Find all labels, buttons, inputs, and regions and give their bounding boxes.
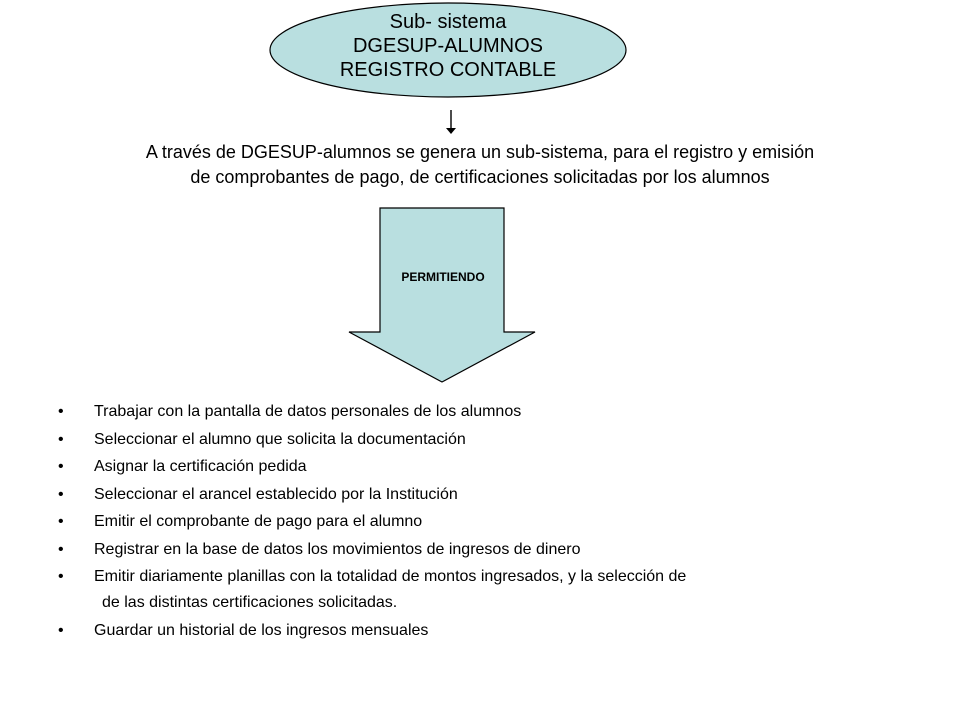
bullet-continuation: de las distintas certificaciones solicitadas. [102, 594, 398, 611]
bullet-text: Trabajar con la pantalla de datos personales de los alumnos [94, 403, 522, 420]
bullet-dot: • [58, 540, 64, 558]
bullet-dot: • [58, 568, 64, 585]
bullet-dot: • [58, 513, 64, 530]
bullet-text: Registrar en la base de datos los movimientos de ingresos de dinero [94, 540, 581, 558]
bullet-list [58, 402, 918, 648]
description-line-1: A través de DGESUP-alumnos se genera un sub-sistema, para el registro y emisión [145, 142, 815, 162]
bullet-text: Seleccionar el arancel establecido por la Institución [94, 485, 458, 503]
oval-title-line-2: DGESUP-ALUMNOS [352, 35, 544, 57]
oval-title-line-3: REGISTRO CONTABLE [339, 59, 557, 81]
bullet-item [58, 457, 918, 477]
oval-title [270, 10, 626, 82]
bullet-item [58, 540, 918, 560]
bullet-text: Guardar un historial de los ingresos mensuales [94, 621, 429, 639]
description-text [40, 140, 920, 190]
bullet-item [58, 621, 918, 641]
bullet-text: Asignar la certificación pedida [94, 458, 307, 475]
bullet-item [58, 430, 918, 450]
description-line-2: de comprobantes de pago, de certificaciones solicitadas por los alumnos [190, 167, 770, 187]
bullet-text: Emitir el comprobante de pago para el alumno [94, 513, 423, 530]
arrow-label: PERMITIENDO [401, 270, 485, 284]
bullet-item [58, 512, 918, 532]
connector-arrowhead [446, 128, 456, 134]
bullet-text: Emitir diariamente planillas con la totalidad de montos ingresados, y la selección de [94, 568, 687, 585]
bullet-dot: • [58, 485, 64, 503]
bullet-dot: • [58, 403, 64, 420]
bullet-text: Seleccionar el alumno que solicita la documentación [94, 430, 466, 448]
oval-title-line-1: Sub- sistema [389, 11, 507, 33]
bullet-item [58, 402, 918, 422]
bullet-item [58, 567, 918, 613]
bullet-dot: • [58, 430, 64, 448]
bullet-dot: • [58, 621, 64, 639]
bullet-item [58, 485, 918, 505]
bullet-dot: • [58, 458, 64, 475]
down-arrow [349, 208, 535, 382]
